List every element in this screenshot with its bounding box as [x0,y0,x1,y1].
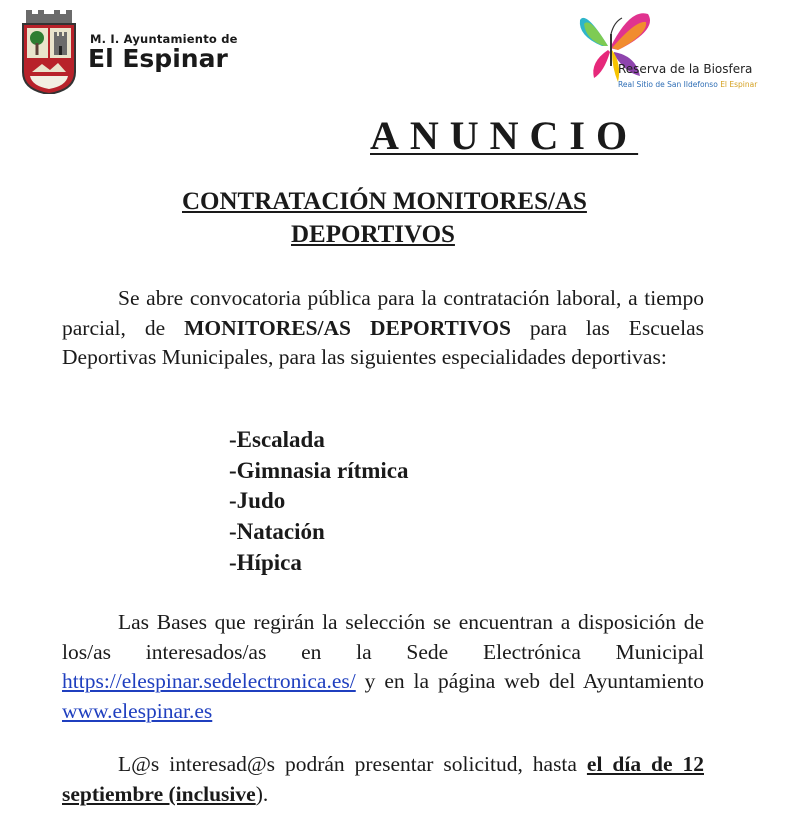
deadline-paragraph [62,750,704,809]
biosphere-title: Reserva de la Biosfera [618,62,753,76]
municipality-prefix: M. I. Ayuntamiento de [90,32,238,46]
sede-electronica-link[interactable]: https://elespinar.sedelectronica.es/ [62,669,356,693]
page-title: ANUNCIO [370,113,639,158]
sports-list [229,425,409,579]
biosphere-sub-town: El Espinar [720,80,758,89]
bases-text-2: y en la página web del Ayuntamiento [355,669,704,693]
bases-paragraph [62,608,704,726]
deadline-text-2: ). [255,781,269,806]
intro-paragraph [62,284,704,373]
website-link[interactable]: www.elespinar.es [62,698,213,723]
subtitle-line-1: CONTRATACIÓN MONITORES/AS [182,188,587,215]
list-item: -Hípica [229,549,302,575]
list-item: -Natación [229,519,325,545]
biosphere-sub-site: Real Sitio de San Ildefonso [618,80,718,89]
subtitle-line-2: DEPORTIVOS [291,221,455,248]
intro-text-1: Se abre convocatoria pública para la contratación laboral, a tiempo parcial, de [62,286,704,340]
deadline-date: el día de 12 septiembre (inclusive [62,752,704,806]
bases-text-1: Las Bases que regirán la selección se encuentran a disposición de los/as interesados/as en la Sede Electrónica Municipal [62,610,704,664]
list-item: -Gimnasia rítmica [229,457,409,483]
municipality-name: El Espinar [88,44,228,73]
intro-bold-text: MONITORES/AS DEPORTIVOS [184,315,511,340]
list-item: -Judo [229,488,286,514]
deadline-text-1: L@s interesad@s podrán presentar solicitud, hasta [118,752,587,776]
coat-of-arms-logo [20,10,78,94]
list-item: -Escalada [229,427,325,452]
intro-text-2: para las Escuelas Deportivas Municipales, para las siguientes especialidades deportivas: [62,315,704,369]
letterhead [0,0,792,110]
biosphere-subtitle [618,80,757,89]
